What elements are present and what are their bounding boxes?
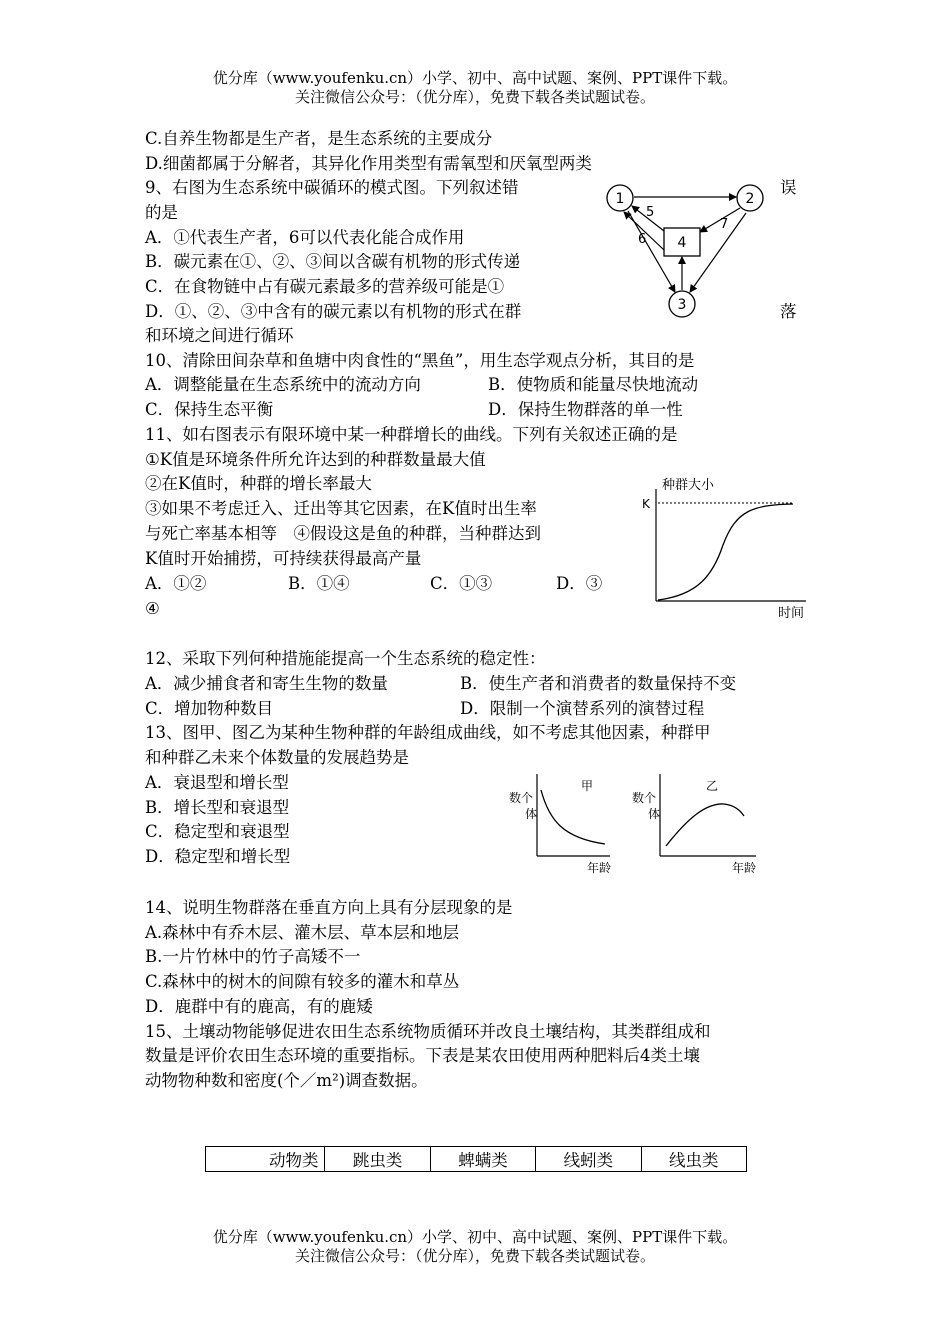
q8-option-c: C.自养生物都是生产者，是生态系统的主要成分: [145, 129, 493, 148]
table-header-cell: 蜱螨类: [430, 1147, 535, 1172]
diagram-label-7: 7: [720, 217, 729, 232]
footer-line-1: 优分库（www.youfenku.cn）小学、初中、高中试题、案例、PPT课件下载。: [212, 1228, 738, 1246]
q9-option-b: B．碳元素在①、②、③间以含碳有机物的形式传递: [145, 252, 521, 271]
q14-option-a: A.森林中有乔木层、灌木层、草本层和地层: [145, 923, 460, 942]
q11-statement-3b: 与死亡率基本相等 ④假设这是鱼的种群，当种群达到: [145, 524, 541, 543]
q8-option-d: D.细菌都属于分解者，其异化作用类型有需氧型和厌氧型两类: [145, 154, 592, 173]
q10-stem: 10、清除田间杂草和鱼塘中肉食性的“黑鱼”，用生态学观点分析，其目的是: [145, 351, 695, 370]
diagram-label-5: 5: [646, 205, 655, 220]
q12-option-b: B．使生产者和消费者的数量保持不变: [460, 674, 737, 693]
s-curve: [658, 504, 793, 600]
jia-curve: [541, 790, 605, 844]
q10-option-b: B．使物质和能量尽快地流动: [488, 375, 699, 394]
diagram-node-3: 3: [677, 297, 687, 313]
q14-option-d: D．鹿群中有的鹿高，有的鹿矮: [145, 997, 373, 1016]
diagram-node-1: 1: [615, 191, 625, 207]
header-line-2: 关注微信公众号：（优分库），免费下载各类试题试卷。: [294, 88, 655, 106]
q13-option-c: C．稳定型和衰退型: [145, 822, 290, 841]
jia-title: 甲: [581, 779, 594, 793]
q11-statement-2: ②在K值时，种群的增长率最大: [145, 474, 372, 493]
q10-option-a: A．调整能量在生态系统中的流动方向: [145, 375, 421, 394]
q11-option-b: B．①④: [288, 574, 350, 593]
q9-option-d-2: 和环境之间进行循环: [145, 326, 294, 345]
q10-option-c: C．保持生态平衡: [145, 400, 274, 419]
yi-title: 乙: [706, 779, 719, 793]
age-graph-jia: [505, 768, 625, 878]
table-header-cell: 跳虫类: [325, 1147, 430, 1172]
jia-y-label-2: 体: [525, 807, 538, 821]
q9-option-d: D．①、②、③中含有的碳元素以有机物的形式在群: [145, 302, 522, 321]
q14-option-c: C.森林中的树木的间隙有较多的灌木和草丛: [145, 972, 460, 991]
q15-line-1: 15、土壤动物能够促进农田生态系统物质循环并改良土壤结构，其类群组成和: [145, 1022, 711, 1041]
q11-option-d: D．③: [556, 574, 603, 593]
carbon-cycle-diagram: [598, 180, 770, 320]
q13-option-b: B．增长型和衰退型: [145, 798, 290, 817]
q13-stem: 13、图甲、图乙为某种生物种群的年龄组成曲线，如不考虑其他因素，种群甲: [145, 723, 711, 742]
q12-option-d: D．限制一个演替系列的演替过程: [460, 699, 705, 718]
yi-y-label-1: 数个: [632, 791, 657, 805]
q11-statement-4: K值时开始捕捞，可持续获得最高产量: [145, 549, 422, 568]
jia-y-label-1: 数个: [509, 791, 534, 805]
q12-stem: 12、采取下列何种措施能提高一个生态系统的稳定性：: [145, 649, 546, 668]
header-line-1: 优分库（www.youfenku.cn）小学、初中、高中试题、案例、PPT课件下载。: [212, 69, 738, 87]
q9-option-c: C．在食物链中占有碳元素最多的营养级可能是①: [145, 277, 505, 296]
footer-line-2: 关注微信公众号：（优分库），免费下载各类试题试卷。: [294, 1247, 655, 1265]
q14-option-b: B.一片竹林中的竹子高矮不一: [145, 947, 361, 966]
graph-y-label: 种群大小: [662, 478, 715, 493]
q11-option-a: A．①②: [145, 574, 207, 593]
soil-animal-table: [205, 1146, 747, 1172]
q11-option-d-cont: ④: [145, 599, 160, 618]
q11-stem: 11、如右图表示有限环境中某一种群增长的曲线。下列有关叙述正确的是: [145, 425, 678, 444]
q9-option-a: A．①代表生产者，6可以代表化能合成作用: [145, 228, 465, 247]
q11-option-c: C．①③: [430, 574, 493, 593]
q9-option-d-end: 落: [780, 302, 797, 321]
jia-x-label: 年龄: [587, 861, 612, 875]
q9-stem: 9、右图为生态系统中碳循环的模式图。下列叙述错: [145, 178, 519, 197]
table-header-row: [206, 1147, 747, 1172]
yi-y-label-2: 体: [648, 807, 661, 821]
q13-option-d: D．稳定型和增长型: [145, 847, 291, 866]
table-header-cell: 动物类: [206, 1147, 325, 1172]
q12-option-c: C．增加物种数目: [145, 699, 274, 718]
graph-k-label: K: [642, 497, 650, 511]
q15-line-3: 动物物种数和密度(个／m²)调查数据。: [145, 1071, 428, 1090]
yi-curve: [666, 804, 744, 846]
q10-option-d: D．保持生物群落的单一性: [488, 400, 683, 419]
q9-stem-end: 误: [780, 178, 797, 197]
diagram-node-2: 2: [745, 191, 755, 207]
q12-option-a: A．减少捕食者和寄生生物的数量: [145, 674, 388, 693]
q9-stem-2: 的是: [145, 203, 178, 222]
q14-stem: 14、说明生物群落在垂直方向上具有分层现象的是: [145, 898, 513, 917]
table-header-cell: 线虫类: [641, 1147, 746, 1172]
population-growth-graph: [628, 475, 814, 620]
q13-stem-2: 和种群乙未来个体数量的发展趋势是: [145, 748, 409, 767]
graph-x-label: 时间: [778, 606, 805, 620]
q11-statement-1: ①K值是环境条件所允许达到的种群数量最大值: [145, 450, 486, 469]
age-graph-yi: [628, 768, 763, 878]
q13-option-a: A．衰退型和增长型: [145, 773, 289, 792]
table-header-cell: 线蚓类: [536, 1147, 641, 1172]
q11-statement-3a: ③如果不考虑迁入、迁出等其它因素，在K值时出生率: [145, 499, 537, 518]
diagram-label-6: 6: [638, 232, 647, 247]
q15-line-2: 数量是评价农田生态环境的重要指标。下表是某农田使用两种肥料后4类土壤: [145, 1046, 700, 1065]
diagram-node-4: 4: [677, 235, 687, 251]
yi-x-label: 年龄: [732, 861, 757, 875]
